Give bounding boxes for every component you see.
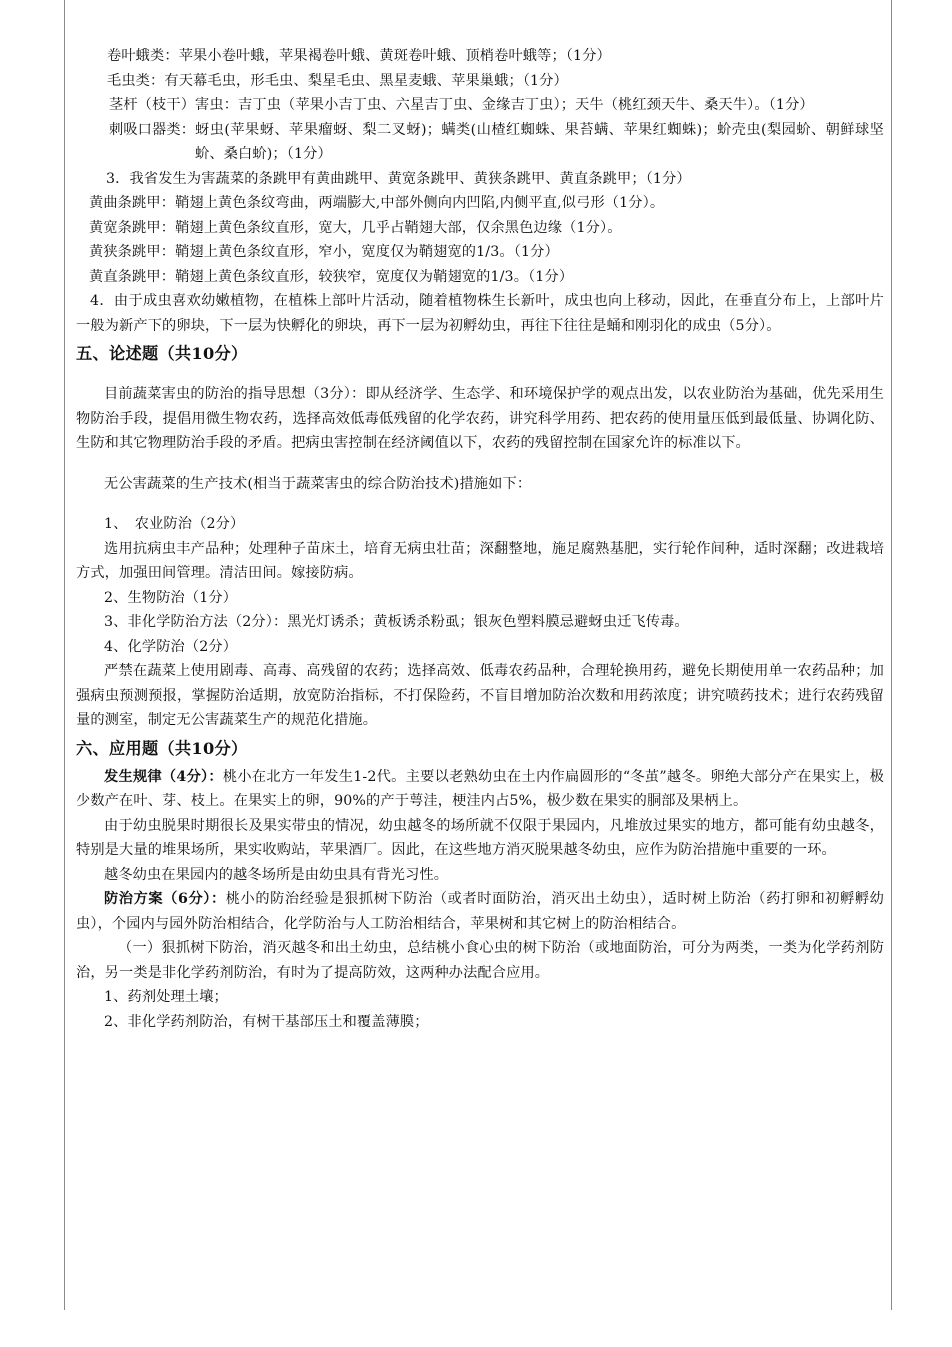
measure-4-title: 4、化学防治（2分）: [104, 638, 238, 655]
guiding-principle-paragraph: 目前蔬菜害虫的防治的指导思想（3分）：即从经济学、生态学、和环境保护学的观点出发，以农业防治为基础，优先采用生物防治手段，提倡用微生物农药，选择高效低毒低残留的化学农药，讲究科学用药、把农药的使用量压低到最低量、协调化防、生防和其它物理防治手段的矛盾。把病虫害控制在经济阈值以下，农药的残留控制在国家允许的标准以下。: [76, 386, 884, 451]
non-chemical-item: 2、非化学药剂防治，有树干基部压土和覆盖薄膜；: [104, 1013, 429, 1030]
sucking-pest-item: [76, 118, 884, 167]
overwintering-habit: 越冬幼虫在果园内的越冬场所是由幼虫具有背光习性。: [104, 866, 449, 883]
stem-borer-label: 茎杆（枝干）害虫：: [109, 97, 239, 113]
measure-1-text: 选用抗病虫丰产品种；处理种子苗床土，培育无病虫壮苗；深翻整地，施足腐熟基肥，实行轮作间种，适时深翻；改进栽培方式，加强田间管理。清洁田间。嫁接防病。: [76, 540, 884, 581]
question-3-answer: 3．我省发生为害蔬菜的条跳甲有黄曲跳甲、黄宽条跳甲、黄狭条跳甲、黄直条跳甲；（1分）: [106, 170, 691, 187]
section-6-heading: 六、应用题（共10分）: [76, 738, 248, 758]
measure-3-text: 3、非化学防治方法（2分）：黑光灯诱杀；黄板诱杀粉虱；银灰色塑料膜忌避蚜虫迁飞传毒。: [104, 614, 689, 630]
flea-beetle-narrow: 黄狭条跳甲：鞘翅上黄色条纹直形，窄小，宽度仅为鞘翅宽的1/3。（1分）: [89, 244, 559, 260]
occurrence-label: 发生规律（4分）：: [104, 768, 223, 785]
page-border-right: [891, 0, 892, 1310]
sucking-pest-text: 蚜虫(苹果蚜、苹果瘤蚜、梨二叉蚜)；螨类(山楂红蜘蛛、果苔螨、苹果红蜘蛛)；蚧壳虫(梨园蚧、朝鲜球坚蚧、桑白蚧)；（1分）: [195, 121, 884, 162]
section-5-heading: 五、论述题（共10分）: [76, 344, 248, 363]
occurrence-text: 桃小在北方一年发生1-2代。主要以老熟幼虫在土内作扁圆形的“冬茧”越冬。卵绝大部分产在果实上，极少数产在叶、芽、枝上。在果实上的卵，90%的产于萼洼，梗洼内占5%，极少数在果实的胴部及果柄上。: [76, 768, 884, 809]
caterpillar-line: 毛虫类：有天幕毛虫，形毛虫、梨星毛虫、黑星麦蛾、苹果巢蛾；（1分）: [107, 72, 568, 89]
measure-1-title: 1、 农业防治（2分）: [104, 516, 245, 532]
ground-control-paragraph: （一）狠抓树下防治，消灭越冬和出土幼虫，总结桃小食心虫的树下防治（或地面防治，可分为两类，一类为化学药剂防治，另一类是非化学药剂防治，有时为了提高防效，这两种办法配合应用。: [76, 940, 884, 981]
stem-borer-text: 吉丁虫（苹果小吉丁虫、六星吉丁虫、金缘吉丁虫）；天牛（桃红颈天牛、桑天牛）。（1分）: [238, 97, 814, 113]
question-4-answer: 4．由于成虫喜欢幼嫩植物，在植株上部叶片活动，随着植物株生长新叶，成虫也向上移动，因此，在垂直分布上，上部叶片一般为新产下的卵块，下一层为快孵化的卵块，再下一层为初孵幼虫，再往下往往是蛹和刚羽化的成虫（5分）。: [76, 293, 884, 334]
flea-beetle-wide: 黄宽条跳甲：鞘翅上黄色条纹直形，宽大，几乎占鞘翅大部，仅余黑色边缘（1分）。: [89, 219, 622, 236]
stem-borer-item: [76, 93, 884, 118]
leafroller-line: 卷叶蛾类：苹果小卷叶蛾，苹果褐卷叶蛾、黄斑卷叶蛾、顶梢卷叶蛾等；（1分）: [107, 48, 611, 64]
measure-4-text: 严禁在蔬菜上使用剧毒、高毒、高残留的农药；选择高效、低毒农药品种，合理轮换用药，避免长期使用单一农药品种；加强病虫预测预报，掌握防治适期，放宽防治指标，不打保险药，不盲目增加防治次数和用药浓度；讲究喷药技术；进行农药残留量的测室，制定无公害蔬菜生产的规范化措施。: [76, 663, 884, 728]
page-border-left: [64, 0, 65, 1310]
flea-beetle-curved: 黄曲条跳甲：鞘翅上黄色条纹弯曲，两端膨大,中部外侧向内凹陷,内侧平直,似弓形（1分）。: [89, 195, 665, 211]
overwintering-paragraph: 由于幼虫脱果时期很长及果实带虫的情况，幼虫越冬的场所就不仅限于果园内，凡堆放过果实的地方，都可能有幼虫越冬，特别是大量的堆果场所，果实收购站，苹果酒厂。因此，在这些地方消灭脱果越冬幼虫，应作为防治措施中重要的一环。: [76, 817, 884, 858]
document-body: [76, 44, 884, 1034]
control-plan-paragraph: [76, 887, 884, 936]
control-plan-text: 桃小的防治经验是狠抓树下防治（或者时面防治，消灭出土幼虫），适时树上防治（药打卵和初孵孵幼虫），个园内与园外防治相结合，化学防治与人工防治相结合，苹果树和其它树上的防治相结合。: [76, 891, 884, 932]
measures-intro: 无公害蔬菜的生产技术(相当于蔬菜害虫的综合防治技术)措施如下：: [104, 475, 532, 492]
occurrence-paragraph: [76, 765, 884, 814]
flea-beetle-straight: 黄直条跳甲：鞘翅上黄色条纹直形，较狭窄，宽度仅为鞘翅宽的1/3。（1分）: [89, 268, 574, 285]
soil-treatment-item: 1、药剂处理土壤；: [104, 989, 228, 1005]
sucking-pest-label: 刺吸口器类：: [109, 121, 196, 138]
control-plan-label: 防治方案（6分）：: [104, 891, 226, 907]
measure-2-title: 2、生物防治（1分）: [104, 589, 238, 606]
